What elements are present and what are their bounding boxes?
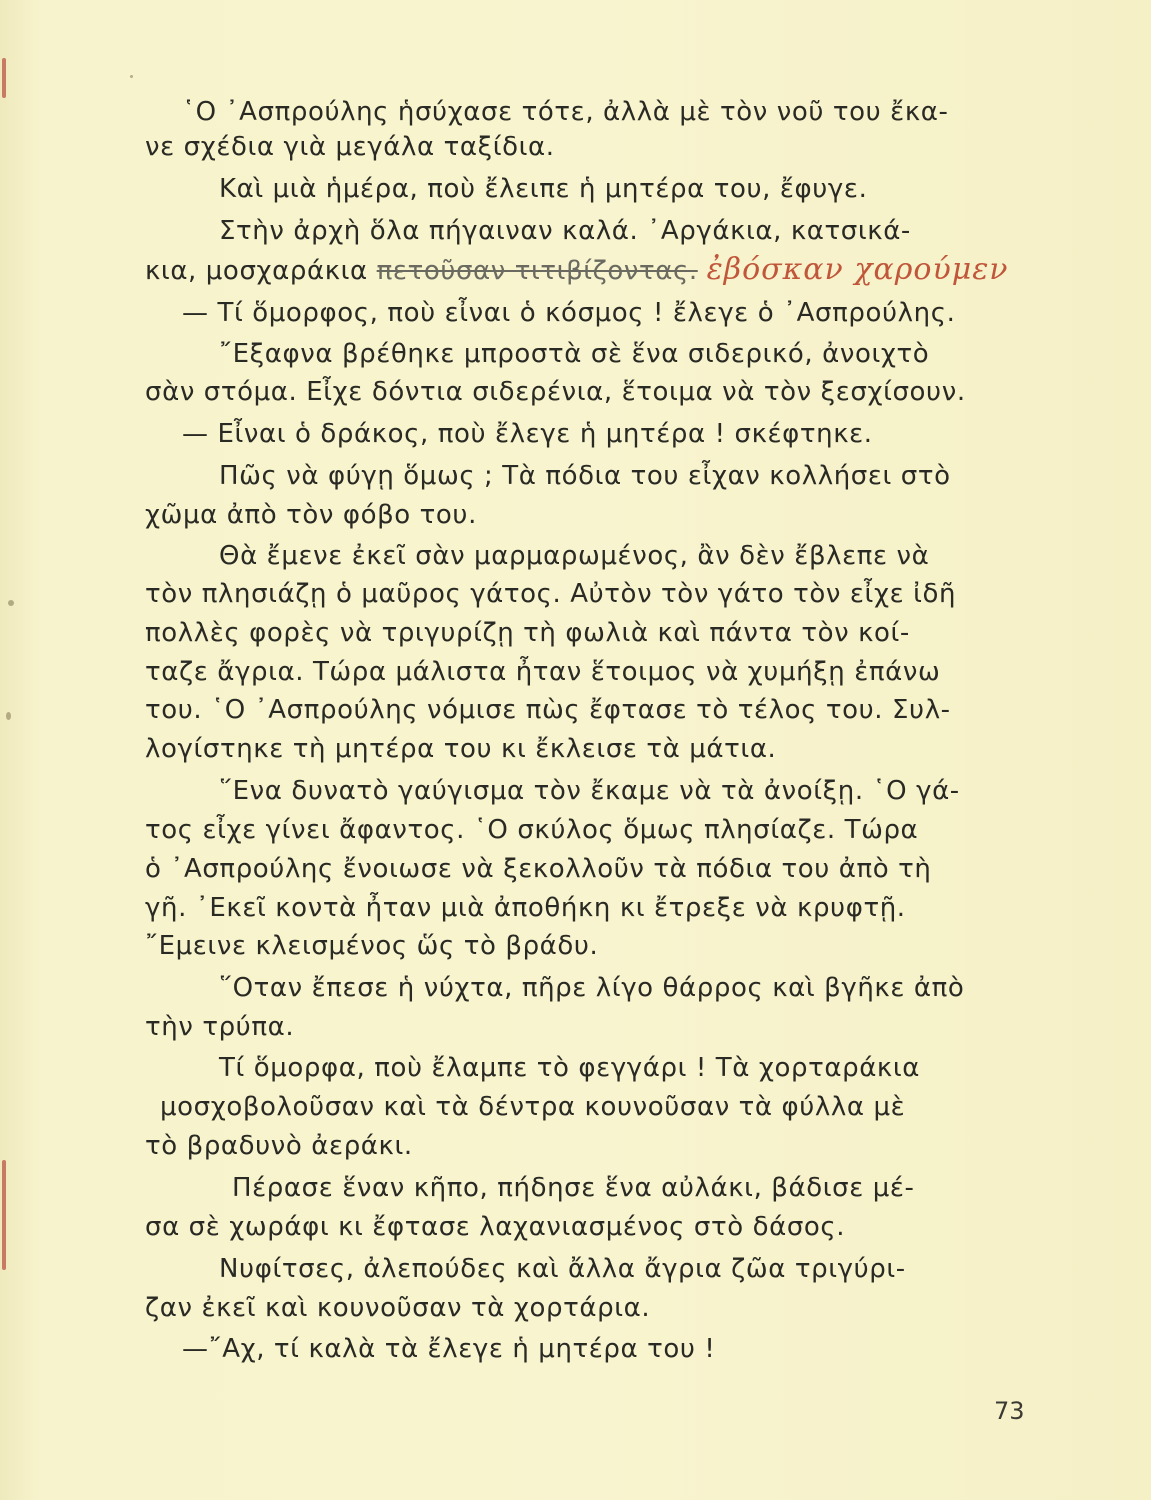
text-line: σὰν στόμα. Εἶχε δόντια σιδερένια, ἕτοιμα νὰ τὸν ξεσχίσουν. bbox=[145, 377, 966, 407]
text-line: ὁ ᾿Ασπρούλης ἔνοιωσε νὰ ξεκολλοῦν τὰ πόδια του ἀπὸ τὴ bbox=[145, 854, 932, 884]
text-line: ῞Οταν ἔπεσε ἡ νύχτα, πῆρε λίγο θάρρος καὶ βγῆκε ἀπὸ bbox=[219, 973, 965, 1003]
text-line: Θὰ ἔμενε ἐκεῖ σὰν μαρμαρωμένος, ἂν δὲν ἔβλεπε νὰ bbox=[219, 541, 930, 571]
text-line: τὴν τρύπα. bbox=[145, 1012, 295, 1042]
text-line: λογίστηκε τὴ μητέρα του κι ἔκλεισε τὰ μάτια. bbox=[145, 734, 777, 764]
text-line: — Εἶναι ὁ δράκος, ποὺ ἔλεγε ἡ μητέρα ! σκέφτηκε. bbox=[182, 419, 873, 449]
margin-mark bbox=[2, 58, 6, 98]
line-start: κια, μοσχαράκια bbox=[145, 256, 368, 286]
text-line: νε σχέδια γιὰ μεγάλα ταξίδια. bbox=[145, 132, 555, 162]
text-line: Καὶ μιὰ ἡμέρα, ποὺ ἔλειπε ἡ μητέρα του, ἔφυγε. bbox=[219, 174, 868, 204]
text-line: μοσχοβολοῦσαν καὶ τὰ δέντρα κουνοῦσαν τὰ φύλλα μὲ bbox=[160, 1092, 906, 1122]
text-line: πολλὲς φορὲς νὰ τριγυρίζῃ τὴ φωλιὰ καὶ πάντα τὸν κοί- bbox=[145, 618, 910, 648]
text-line: σα σὲ χωράφι κι ἔφτασε λαχανιασμένος στὸ δάσος. bbox=[145, 1212, 846, 1242]
text-line: Πέρασε ἕναν κῆπο, πήδησε ἕνα αὐλάκι, βάδισε μέ- bbox=[232, 1173, 915, 1203]
margin-mark bbox=[2, 1160, 6, 1270]
struck-text-line bbox=[145, 250, 1009, 290]
text-line: —῎Αχ, τί καλὰ τὰ ἔλεγε ἡ μητέρα του ! bbox=[182, 1334, 716, 1364]
text-line: του. ῾Ο ᾿Ασπρούλης νόμισε πὼς ἔφτασε τὸ τέλος του. Συλ- bbox=[145, 695, 951, 725]
text-line: Νυφίτσες, ἀλεπούδες καὶ ἄλλα ἄγρια ζῶα τριγύρι- bbox=[219, 1254, 906, 1284]
text-line: τὸ βραδυνὸ ἀεράκι. bbox=[145, 1131, 413, 1161]
text-line: Στὴν ἀρχὴ ὅλα πήγαιναν καλά. ᾿Αργάκια, κατσικά- bbox=[219, 216, 911, 246]
text-line: Τί ὅμορφα, ποὺ ἔλαμπε τὸ φεγγάρι ! Τὰ χορταράκια bbox=[219, 1053, 920, 1083]
text-line: ζαν ἐκεῖ καὶ κουνοῦσαν τὰ χορτάρια. bbox=[145, 1293, 651, 1323]
text-line: χῶμα ἀπὸ τὸν φόβο του. bbox=[145, 500, 477, 530]
text-line: τος εἶχε γίνει ἄφαντος. ῾Ο σκύλος ὅμως πλησίαζε. Τώρα bbox=[145, 815, 919, 845]
text-line: τὸν πλησιάζῃ ὁ μαῦρος γάτος. Αὐτὸν τὸν γάτο τὸν εἶχε ἰδῆ bbox=[145, 579, 957, 609]
text-line: Πῶς νὰ φύγῃ ὅμως ; Τὰ πόδια του εἶχαν κολλήσει στὸ bbox=[219, 461, 951, 491]
scan-speck bbox=[8, 600, 14, 606]
text-line: ῎Εμεινε κλεισμένος ὥς τὸ βράδυ. bbox=[145, 931, 599, 961]
page-number: 73 bbox=[994, 1397, 1025, 1425]
scan-speck bbox=[130, 75, 133, 78]
handwritten-correction: ἐβόσκαν χαρούμεν bbox=[706, 252, 1009, 287]
text-line: ῞Ενα δυνατὸ γαύγισμα τὸν ἔκαμε νὰ τὰ ἀνοίξῃ. ῾Ο γά- bbox=[219, 776, 960, 806]
text-line: ταζε ἄγρια. Τώρα μάλιστα ἦταν ἕτοιμος νὰ χυμήξῃ ἐπάνω bbox=[145, 657, 941, 687]
text-line: ῎Εξαφνα βρέθηκε μπροστὰ σὲ ἕνα σιδερικό, ἀνοιχτὸ bbox=[219, 339, 930, 369]
struck-out-text: πετοῦσαν τιτιβίζοντας. bbox=[376, 256, 698, 286]
scan-speck bbox=[6, 712, 11, 720]
text-line: — Τί ὅμορφος, ποὺ εἶναι ὁ κόσμος ! ἔλεγε ὁ ᾿Ασπρούλης. bbox=[182, 298, 956, 328]
text-line: γῆ. ᾿Εκεῖ κοντὰ ἦταν μιὰ ἀποθήκη κι ἔτρεξε νὰ κρυφτῇ. bbox=[145, 893, 906, 923]
text-line: ῾Ο ᾿Ασπρούλης ἡσύχασε τότε, ἀλλὰ μὲ τὸν νοῦ του ἔκα- bbox=[182, 97, 949, 127]
